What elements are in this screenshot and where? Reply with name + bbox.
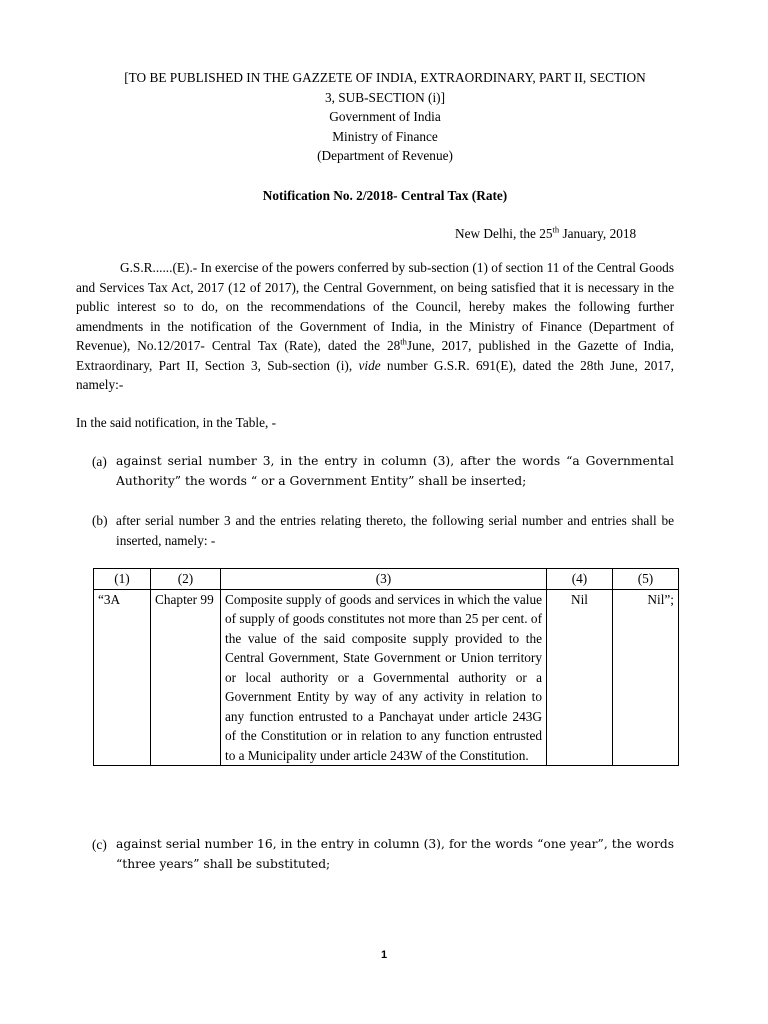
header-ministry: Ministry of Finance xyxy=(332,128,438,144)
page-number: 1 xyxy=(380,949,388,961)
amendment-table xyxy=(93,568,679,766)
date-prefix: New Delhi, the 25 xyxy=(455,226,553,241)
header-department: (Department of Revenue) xyxy=(317,148,453,163)
paragraph-italic: vide xyxy=(358,357,381,373)
main-paragraph xyxy=(76,258,674,395)
table-header-cell: (1) xyxy=(94,569,151,590)
date-sup: th xyxy=(552,224,560,235)
item-a-text: against serial number 3, in the entry in column (3), after the words “a Governmental Authority” the words “ or a Government Entity” shall be inserted; xyxy=(116,454,674,488)
header-line-2: 3, SUB-SECTION (i)] xyxy=(324,89,446,105)
notification-date xyxy=(455,224,636,244)
table-header-cell: (2) xyxy=(151,569,221,590)
table-header-cell: (4) xyxy=(547,569,613,590)
paragraph-sup: th xyxy=(400,336,407,347)
paragraph-part-3: number G.S.R. 691(E), dated the 28th June, 2017, namely:- xyxy=(76,357,675,392)
serial-number-cell: “3A xyxy=(94,589,151,766)
date-suffix: January, 2018 xyxy=(559,226,637,241)
header-line-1: [TO BE PUBLISHED IN THE GAZZETE OF INDIA, EXTRAORDINARY, PART II, SECTION xyxy=(124,70,646,85)
table-header-cell: (3) xyxy=(221,569,547,590)
condition-cell: Nil”; xyxy=(613,589,679,766)
rate-cell: Nil xyxy=(547,589,613,766)
paragraph-part-2: June, 2017, published in the Gazette of India, Extraordinary, Part II, Section 3, Sub-section (i), xyxy=(76,338,674,373)
chapter-cell: Chapter 99 xyxy=(151,589,221,766)
notification-title: Notification No. 2/2018- Central Tax (Rate) xyxy=(262,188,508,203)
item-c-label: (c) xyxy=(92,837,107,852)
item-b-label: (b) xyxy=(92,513,108,528)
table-row xyxy=(94,589,679,766)
item-b-text: after serial number 3 and the entries relating thereto, the following serial number and entries shall be inserted, namely: - xyxy=(116,513,674,548)
gazette-header xyxy=(60,68,710,166)
table-header-cell: (5) xyxy=(613,569,679,590)
header-government: Government of India xyxy=(329,109,441,124)
item-c-text: against serial number 16, in the entry in column (3), for the words “one year”, the words “three years” shall be substituted; xyxy=(116,837,674,871)
paragraph-part-1: G.S.R......(E).- In exercise of the powers conferred by sub-section (1) of section 11 of the Central Goods and Services Tax Act, 2017 (12 of 2017), the Central Government, on being satisfied that it is necessary in the public interest so to do, on the recommendations of the Council, hereby makes the following further amendments in the notification of the Government of India, in the Ministry of Finance (Department of Revenue), No.12/2017- Central Tax (Rate), dated the 28 xyxy=(76,260,674,353)
amendment-item-a xyxy=(92,452,674,491)
item-a-label: (a) xyxy=(92,454,107,469)
table-header-row xyxy=(94,569,679,590)
description-cell: Composite supply of goods and services in which the value of supply of goods constitutes not more than 25 per cent. of the value of the said composite supply provided to the Central Government, State Government or Union territory or local authority or a Governmental authority or a Government Entity by way of any activity in relation to any function entrusted to a Panchayat under article 243G of the Constitution or in relation to any function entrusted to a Municipality under article 243W of the Constitution. xyxy=(221,589,547,766)
table-intro: In the said notification, in the Table, - xyxy=(76,415,277,430)
amendment-item-c xyxy=(92,835,674,874)
amendment-item-b xyxy=(92,511,674,550)
